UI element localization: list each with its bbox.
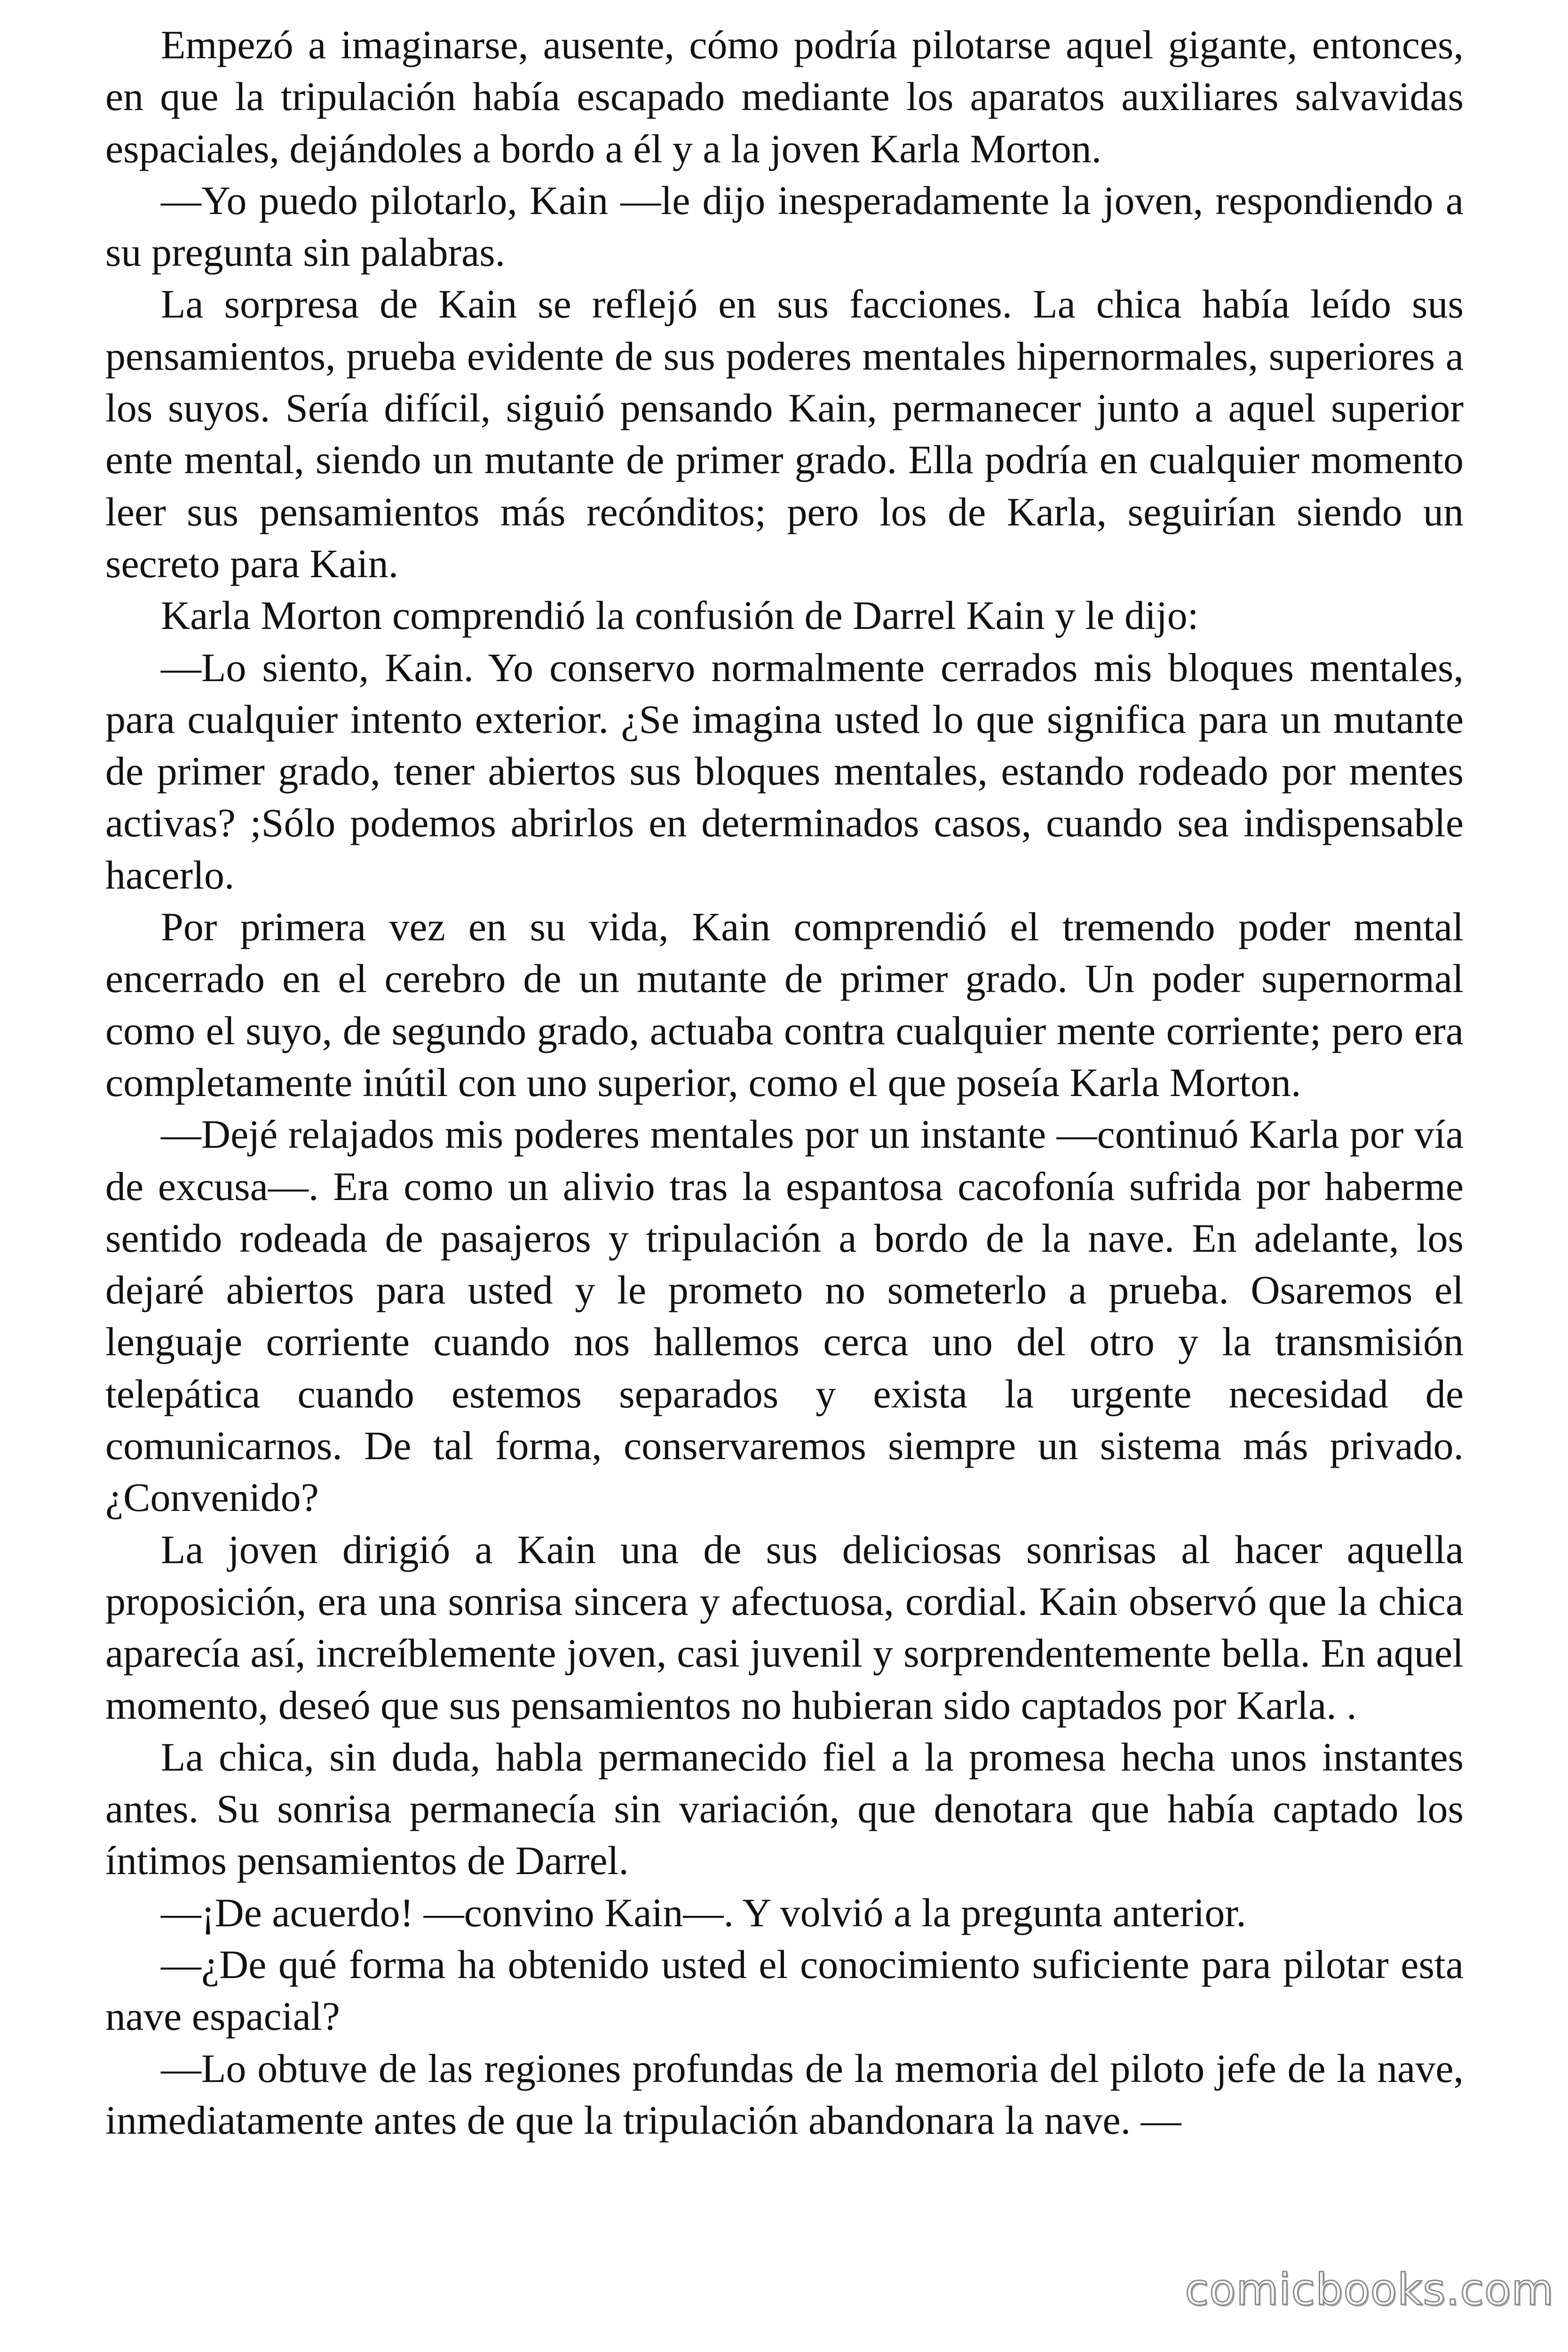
paragraph-3: La sorpresa de Kain se reflejó en sus facciones. La chica había leído sus pensamientos, prueba evidente de sus poderes mentales hipernormales, superiores a los suyos. Sería difícil, siguió pensando Kain, permanecer junto a aquel superior ente mental, siendo un mutante de primer grado. Ella podría en cualquier momento leer sus pensamientos más recónditos; pero los de Karla, seguirían siendo un secreto para Kain. [105,281,1464,586]
paragraph-7: —Dejé relajados mis poderes mentales por un instante —continuó Karla por vía de excusa—. Era como un alivio tras la espantosa cacofonía sufrida por haberme sentido rodeada de pasajeros y tripulación a bordo de la nave. En adelante, los dejaré abiertos para usted y le prometo no someterlo a prueba. Osaremos el lenguaje corriente cuando nos hallemos cerca uno del otro y la transmisión telepática cuando estemos separados y exista la urgente necesidad de comunicarnos. De tal forma, conservaremos siempre un sistema más privado. ¿Convenido? [105,1112,1464,1520]
paragraph-11: —¿De qué forma ha obtenido usted el conocimiento suficiente para pilotar esta nave espacial? [105,1941,1464,2039]
paragraph-10: —¡De acuerdo! —convino Kain—. Y volvió a la pregunta anterior. [161,1890,1246,1935]
document-page [105,19,1464,2146]
paragraph-6: Por primera vez en su vida, Kain comprendió el tremendo poder mental encerrado en el cerebro de un mutante de primer grado. Un poder supernormal como el suyo, de segundo grado, actuaba contra cualquier mente corriente; pero era completamente inútil con uno superior, como el que poseía Karla Morton. [105,904,1464,1105]
paragraph-12: —Lo obtuve de las regiones profundas de la memoria del piloto jefe de la nave, inmediatamente antes de que la tripulación abandonara la nave. — [105,2045,1464,2143]
paragraph-5: —Lo siento, Kain. Yo conservo normalmente cerrados mis bloques mentales, para cualquier intento exterior. ¿Se imagina usted lo que significa para un mutante de primer grado, tener abiertos sus bloques mentales, estando rodeado por mentes activas? ;Sólo podemos abrirlos en determinados casos, cuando sea indispensable hacerlo. [105,644,1464,898]
paragraph-8: La joven dirigió a Kain una de sus deliciosas sonrisas al hacer aquella proposición, era una sonrisa sincera y afectuosa, cordial. Kain observó que la chica aparecía así, increíblemente joven, casi juvenil y sorprendentemente bella. En aquel momento, deseó que sus pensamientos no hubieran sido captados por Karla. . [105,1526,1464,1728]
paragraph-2: —Yo puedo pilotarlo, Kain —le dijo inesperadamente la joven, respondiendo a su pregunta sin palabras. [105,177,1464,275]
watermark-text: comicbooks.com [1185,2265,1554,2315]
paragraph-4: Karla Morton comprendió la confusión de Darrel Kain y le dijo: [161,593,1199,638]
paragraph-9: La chica, sin duda, habla permanecido fiel a la promesa hecha unos instantes antes. Su sonrisa permanecía sin variación, que denotara que había captado los íntimos pensamientos de Darrel. [105,1734,1464,1883]
paragraph-1: Empezó a imaginarse, ausente, cómo podría pilotarse aquel gigante, entonces, en que la tripulación había escapado mediante los aparatos auxiliares salvavidas espaciales, dejándoles a bordo a él y a la joven Karla Morton. [105,22,1464,171]
